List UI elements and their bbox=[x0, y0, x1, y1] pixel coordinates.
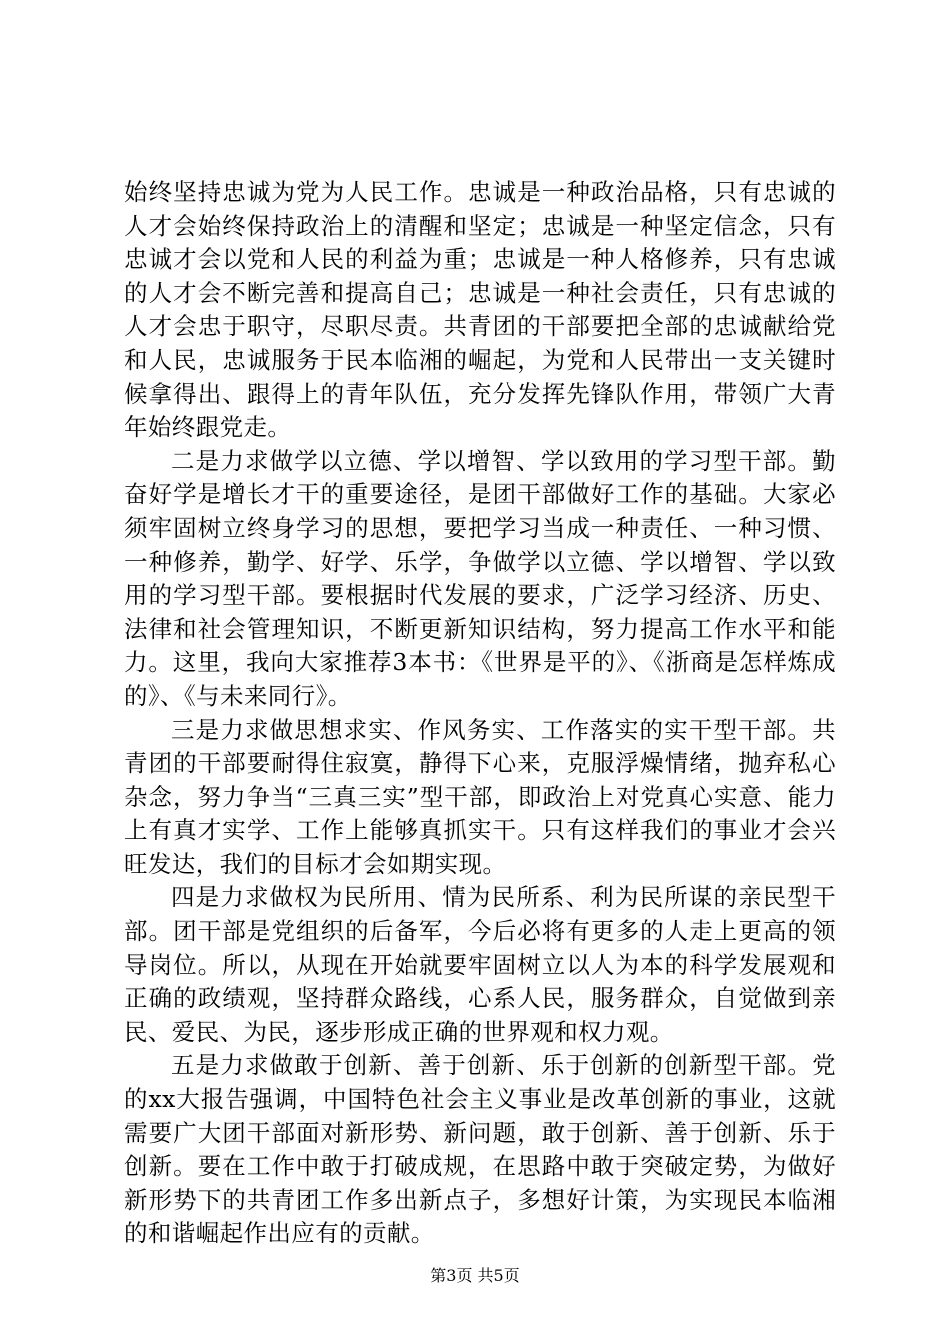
paragraph-loyalty: 始终坚持忠诚为党为人民工作。忠诚是一种政治品格，只有忠诚的人才会始终保持政治上的清醒和坚定；忠诚是一种坚定信念，只有忠诚才会以党和人民的利益为重；忠诚是一种人格修养，只有忠诚的人才会不断完善和提高自己；忠诚是一种社会责任，只有忠诚的人才会忠于职守，尽职尽责。共青团的干部要把全部的忠诚献给党和人民，忠诚服务于民本临湘的崛起，为党和人民带出一支关键时候拿得出、跟得上的青年队伍，充分发挥先锋队作用，带领广大青年始终跟党走。 bbox=[124, 178, 836, 442]
paragraph-practical-cadre: 三是力求做思想求实、作风务实、工作落实的实干型干部。共青团的干部要耐得住寂寞，静得下心来，克服浮燥情绪，抛弃私心杂念，努力争当“三真三实”型干部，即政治上对党真心实意、能力上有真才实学、工作上能够真抓实干。只有这样我们的事业才会兴旺发达，我们的目标才会如期实现。 bbox=[124, 715, 836, 878]
paragraph-people-oriented-cadre: 四是力求做权为民所用、情为民所系、利为民所谋的亲民型干部。团干部是党组织的后备军，今后必将有更多的人走上更高的领导岗位。所以，从现在开始就要牢固树立以人为本的科学发展观和正确的政绩观，坚持群众路线，心系人民，服务群众，自觉做到亲民、爱民、为民，逐步形成正确的世界观和权力观。 bbox=[124, 883, 836, 1046]
paragraph-innovative-cadre: 五是力求做敢于创新、善于创新、乐于创新的创新型干部。党的xx大报告强调，中国特色社会主义事业是改革创新的事业，这就需要广大团干部面对新形势、新问题，敢于创新、善于创新、乐于创新。要在工作中敢于打破成规，在思路中敢于突破定势，为做好新形势下的共青团工作多出新点子，多想好计策，为实现民本临湘的和谐崛起作出应有的贡献。 bbox=[124, 1051, 836, 1248]
paragraph-learning-cadre: 二是力求做学以立德、学以增智、学以致用的学习型干部。勤奋好学是增长才干的重要途径，是团干部做好工作的基础。大家必须牢固树立终身学习的思想，要把学习当成一种责任、一种习惯、一种修养，勤学、好学、乐学，争做学以立德、学以增智、学以致用的学习型干部。要根据时代发展的要求，广泛学习经济、历史、法律和社会管理知识，不断更新知识结构，努力提高工作水平和能力。这里，我向大家推荐3本书：《世界是平的》、《浙商是怎样炼成的》、《与未来同行》。 bbox=[124, 446, 836, 710]
document-body bbox=[124, 176, 836, 1251]
page-number-footer: 第3页 共5页 bbox=[430, 1266, 520, 1285]
